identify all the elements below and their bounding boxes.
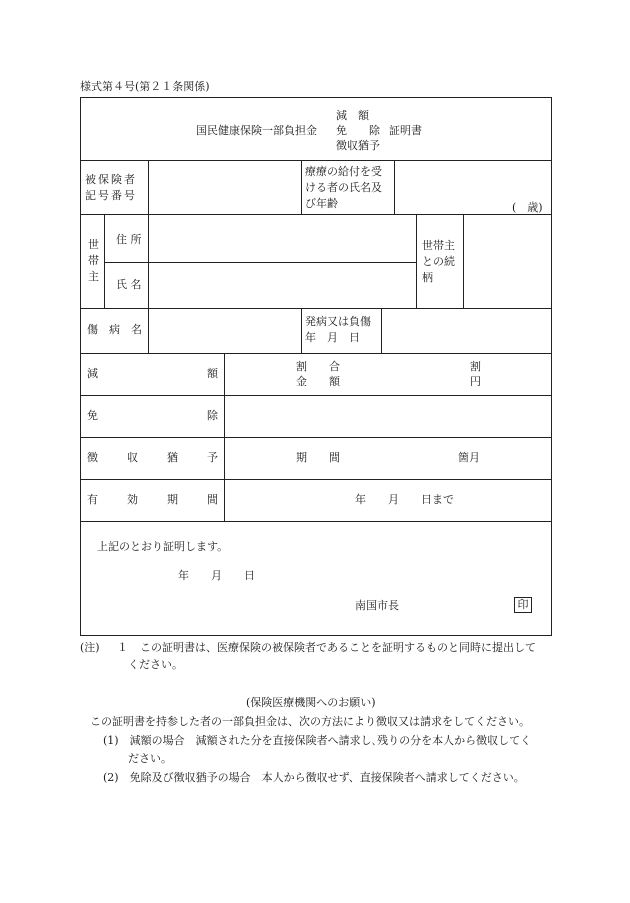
- request-item1-line2: ださい。: [128, 752, 172, 765]
- form-label: 様式第４号(第２１条関係): [80, 80, 210, 93]
- deferral-label-char: 予: [207, 451, 218, 464]
- row-divider: [80, 308, 552, 309]
- seal-mark: 印: [514, 597, 532, 613]
- row-divider: [104, 262, 416, 263]
- col-divider: [463, 214, 464, 308]
- note-number: １: [117, 641, 128, 654]
- validity-date-text: 年 月 日まで: [355, 493, 454, 506]
- request-item2: (2) 免除及び徴収猶予の場合 本人から徴収せず、直接保険者へ請求してください。: [103, 771, 525, 784]
- validity-label-char: 効: [127, 493, 138, 506]
- col-divider: [148, 308, 149, 353]
- col-divider: [301, 308, 302, 353]
- deferral-period-label: 期 間: [296, 451, 340, 464]
- exemption-label-right: 除: [207, 409, 218, 422]
- row-divider: [80, 353, 552, 354]
- deferral-period-unit: 箇月: [458, 451, 480, 464]
- row-divider: [80, 395, 552, 396]
- reduction-amount-label: 金 額: [296, 375, 340, 388]
- reduction-label-right: 額: [207, 367, 218, 380]
- reduction-label-left: 減: [87, 367, 98, 380]
- reduction-rate-label: 割 合: [296, 360, 340, 373]
- householder-label: 世 帯 主: [88, 238, 99, 283]
- reduction-rate-unit: 割: [470, 360, 481, 373]
- issuer-name: 南国市長: [355, 599, 399, 612]
- deferral-label-char: 徴: [87, 451, 98, 464]
- title-prefix: 国民健康保険一部負担金: [196, 124, 317, 137]
- reduction-amount-unit: 円: [470, 375, 481, 388]
- col-divider: [148, 160, 149, 214]
- injury-label: 傷 病 名: [87, 323, 142, 336]
- address-label: 住 所: [116, 233, 142, 246]
- request-heading: (保険医療機関へのお願い): [246, 696, 376, 709]
- col-divider: [301, 160, 302, 214]
- col-divider: [416, 214, 417, 308]
- note-text-line1: この証明書は、医療保険の被保険者であることを証明するものと同時に提出して: [140, 641, 536, 654]
- col-divider: [394, 160, 395, 214]
- col-divider: [104, 214, 105, 308]
- certification-statement: 上記のとおり証明します。: [97, 540, 229, 553]
- row-divider: [80, 160, 552, 161]
- col-divider: [148, 214, 149, 308]
- row-divider: [80, 214, 552, 215]
- validity-label-char: 期: [167, 493, 178, 506]
- insured-number-label: 被保険者 記号番号: [85, 173, 137, 202]
- deferral-label-char: 収: [127, 451, 138, 464]
- relation-label: 世帯主 との続 柄: [422, 239, 455, 284]
- note-marker: (注): [80, 641, 100, 654]
- row-divider: [80, 437, 552, 438]
- title-option-exemption: 免 除: [336, 124, 380, 137]
- title-option-deferral: 徴収猶予: [336, 139, 380, 152]
- patient-name-age-label: 療療の給付を受 ける者の氏名及 び年齢: [305, 165, 382, 210]
- request-intro: この証明書を持参した者の一部負担金は、次の方法により徴収又は請求をしてください。: [90, 715, 530, 728]
- row-divider: [80, 521, 552, 522]
- certification-date: 年 月 日: [178, 569, 255, 582]
- title-option-reduction: 減 額: [336, 109, 369, 122]
- age-suffix: ( 歳): [512, 201, 543, 214]
- note-text-line2: ください。: [128, 658, 183, 671]
- deferral-label-char: 猶: [167, 451, 178, 464]
- row-divider: [80, 479, 552, 480]
- validity-label-char: 間: [207, 493, 218, 506]
- title-suffix: 証明書: [389, 124, 422, 137]
- request-item1-line1: (1) 減額の場合 減額された分を直接保険者へ請求し､残りの分を本人から徴収してく: [103, 734, 532, 747]
- col-divider: [224, 353, 225, 521]
- col-divider: [381, 308, 382, 353]
- validity-label-char: 有: [87, 493, 98, 506]
- name-label: 氏 名: [116, 278, 142, 291]
- exemption-label-left: 免: [87, 409, 98, 422]
- onset-date-label: 発病又は負傷 年 月 日: [305, 315, 371, 344]
